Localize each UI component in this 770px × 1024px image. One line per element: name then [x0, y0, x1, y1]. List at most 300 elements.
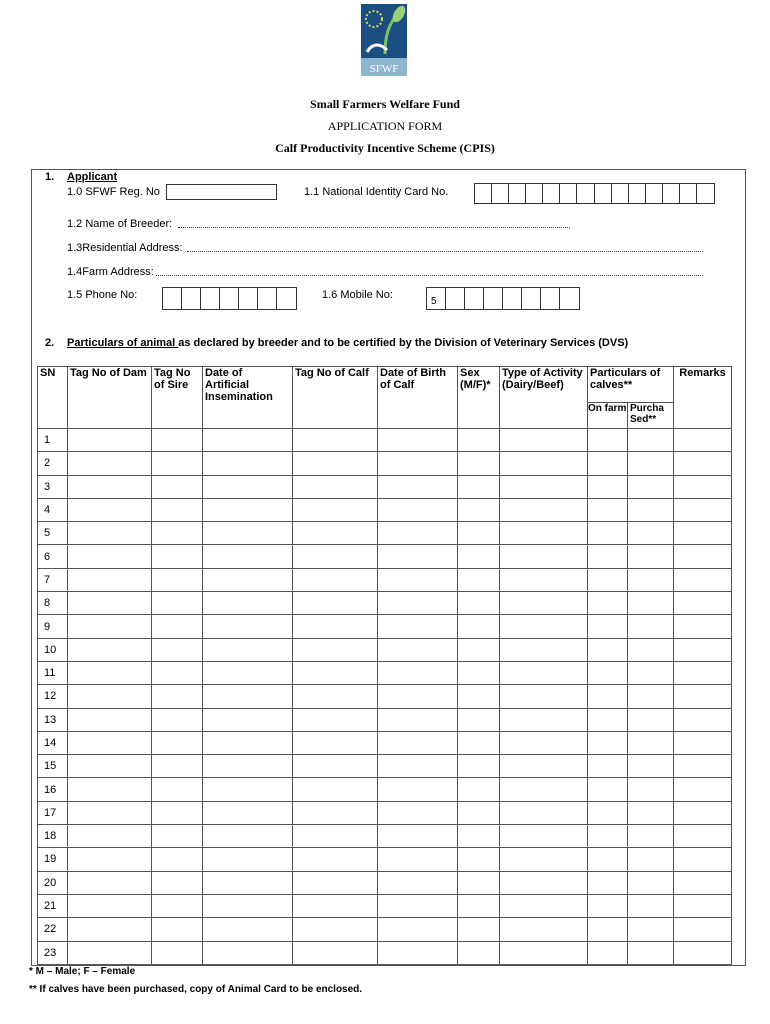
footnote-sex: * M – Male; F – Female	[29, 966, 136, 977]
cell-purchased[interactable]	[628, 475, 674, 498]
cell-dam[interactable]	[68, 848, 152, 871]
cell-calf[interactable]	[293, 568, 378, 591]
cell-sire[interactable]	[152, 848, 203, 871]
logo-emblem-icon	[361, 4, 407, 58]
cell-on-farm[interactable]	[588, 522, 628, 545]
cell-ai[interactable]	[203, 848, 293, 871]
cell-ai[interactable]	[203, 894, 293, 917]
cell-purchased[interactable]	[628, 941, 674, 964]
table-row	[38, 592, 732, 615]
cell-dam[interactable]	[68, 778, 152, 801]
cell-remarks[interactable]	[674, 498, 732, 521]
row-sn: 4	[38, 498, 68, 521]
cell-calf[interactable]	[293, 731, 378, 754]
row-sn: 7	[38, 568, 68, 591]
row-sn: 10	[38, 638, 68, 661]
cell-sex[interactable]	[458, 825, 500, 848]
cell-dob[interactable]	[378, 545, 458, 568]
cell-ai[interactable]	[203, 661, 293, 684]
table-row	[38, 568, 732, 591]
cell-dob[interactable]	[378, 522, 458, 545]
cell-sire[interactable]	[152, 568, 203, 591]
row-sn: 18	[38, 825, 68, 848]
cell-dob[interactable]	[378, 801, 458, 824]
cell-ai[interactable]	[203, 429, 293, 452]
cell-calf[interactable]	[293, 592, 378, 615]
cell-activity[interactable]	[500, 615, 588, 638]
table-row	[38, 498, 732, 521]
row-sn: 13	[38, 708, 68, 731]
cell-dob[interactable]	[378, 475, 458, 498]
cell-sire[interactable]	[152, 825, 203, 848]
cell-calf[interactable]	[293, 708, 378, 731]
cell-dob[interactable]	[378, 708, 458, 731]
cell-calf[interactable]	[293, 685, 378, 708]
cell-on-farm[interactable]	[588, 568, 628, 591]
section2-heading	[67, 337, 628, 349]
cell-sex[interactable]	[458, 522, 500, 545]
cell-dam[interactable]	[68, 755, 152, 778]
logo-text: SFWF	[369, 63, 399, 75]
cell-purchased[interactable]	[628, 778, 674, 801]
cell-purchased[interactable]	[628, 661, 674, 684]
cell-on-farm[interactable]	[588, 941, 628, 964]
cell-dam[interactable]	[68, 592, 152, 615]
cell-calf[interactable]	[293, 825, 378, 848]
cell-dob[interactable]	[378, 941, 458, 964]
cell-dob[interactable]	[378, 918, 458, 941]
cell-activity[interactable]	[500, 592, 588, 615]
cell-ai[interactable]	[203, 778, 293, 801]
cell-purchased[interactable]	[628, 708, 674, 731]
cell-ai[interactable]	[203, 592, 293, 615]
cell-purchased[interactable]	[628, 848, 674, 871]
cell-dam[interactable]	[68, 801, 152, 824]
cell-activity[interactable]	[500, 475, 588, 498]
table-row	[38, 661, 732, 684]
mobile-prefix: 5	[431, 296, 437, 307]
cell-sire[interactable]	[152, 475, 203, 498]
cell-sire[interactable]	[152, 615, 203, 638]
cell-dam[interactable]	[68, 708, 152, 731]
breeder-field[interactable]	[178, 227, 570, 228]
header-remarks: Remarks	[674, 367, 732, 429]
cell-sire[interactable]	[152, 429, 203, 452]
cell-dob[interactable]	[378, 661, 458, 684]
cell-sex[interactable]	[458, 755, 500, 778]
header-particulars: Particulars of calves**	[588, 367, 674, 403]
row-sn: 14	[38, 731, 68, 754]
cell-sire[interactable]	[152, 918, 203, 941]
cell-dam[interactable]	[68, 894, 152, 917]
cell-calf[interactable]	[293, 755, 378, 778]
cell-dam[interactable]	[68, 918, 152, 941]
header-on-farm: On farm	[588, 403, 628, 429]
cell-dam[interactable]	[68, 452, 152, 475]
cell-calf[interactable]	[293, 918, 378, 941]
row-sn: 17	[38, 801, 68, 824]
table-row	[38, 848, 732, 871]
cell-dam[interactable]	[68, 615, 152, 638]
row-sn: 19	[38, 848, 68, 871]
cell-activity[interactable]	[500, 685, 588, 708]
row-sn: 2	[38, 452, 68, 475]
cell-sex[interactable]	[458, 545, 500, 568]
cell-activity[interactable]	[500, 871, 588, 894]
cell-on-farm[interactable]	[588, 918, 628, 941]
cell-on-farm[interactable]	[588, 801, 628, 824]
header-ai-text: Date of Artificial Insemination	[205, 367, 273, 403]
cell-on-farm[interactable]	[588, 755, 628, 778]
cell-remarks[interactable]	[674, 475, 732, 498]
animal-table	[37, 366, 732, 965]
table-row	[38, 615, 732, 638]
cell-dob[interactable]	[378, 848, 458, 871]
cell-on-farm[interactable]	[588, 778, 628, 801]
cell-dob[interactable]	[378, 568, 458, 591]
cell-on-farm[interactable]	[588, 894, 628, 917]
cell-sex[interactable]	[458, 452, 500, 475]
cell-calf[interactable]	[293, 545, 378, 568]
cell-purchased[interactable]	[628, 731, 674, 754]
cell-on-farm[interactable]	[588, 638, 628, 661]
row-sn: 11	[38, 661, 68, 684]
cell-dam[interactable]	[68, 568, 152, 591]
cell-calf[interactable]	[293, 871, 378, 894]
cell-purchased[interactable]	[628, 825, 674, 848]
cell-dob[interactable]	[378, 638, 458, 661]
cell-sex[interactable]	[458, 801, 500, 824]
row-sn: 8	[38, 592, 68, 615]
cell-ai[interactable]	[203, 685, 293, 708]
cell-sex[interactable]	[458, 661, 500, 684]
cell-ai[interactable]	[203, 871, 293, 894]
cell-purchased[interactable]	[628, 801, 674, 824]
cell-remarks[interactable]	[674, 545, 732, 568]
cell-dam[interactable]	[68, 522, 152, 545]
cell-sire[interactable]	[152, 871, 203, 894]
cell-ai[interactable]	[203, 731, 293, 754]
cell-calf[interactable]	[293, 498, 378, 521]
cell-ai[interactable]	[203, 545, 293, 568]
cell-on-farm[interactable]	[588, 429, 628, 452]
cell-dob[interactable]	[378, 592, 458, 615]
cell-remarks[interactable]	[674, 452, 732, 475]
cell-ai[interactable]	[203, 452, 293, 475]
table-row	[38, 522, 732, 545]
cell-activity[interactable]	[500, 801, 588, 824]
section1-number: 1.	[45, 171, 55, 183]
cell-ai[interactable]	[203, 825, 293, 848]
cell-on-farm[interactable]	[588, 731, 628, 754]
header-sex: Sex (M/F)*	[458, 367, 500, 429]
residential-label: 1.3Residential Address:	[67, 242, 183, 254]
reg-no-label: 1.0 SFWF Reg. No	[67, 186, 160, 198]
cell-dam[interactable]	[68, 825, 152, 848]
cell-on-farm[interactable]	[588, 545, 628, 568]
cell-activity[interactable]	[500, 568, 588, 591]
cell-sire[interactable]	[152, 592, 203, 615]
cell-dob[interactable]	[378, 755, 458, 778]
cell-on-farm[interactable]	[588, 498, 628, 521]
cell-activity[interactable]	[500, 778, 588, 801]
cell-ai[interactable]	[203, 498, 293, 521]
cell-activity[interactable]	[500, 661, 588, 684]
cell-activity[interactable]	[500, 545, 588, 568]
cell-remarks[interactable]	[674, 661, 732, 684]
cell-remarks[interactable]	[674, 708, 732, 731]
cell-sire[interactable]	[152, 731, 203, 754]
cell-activity[interactable]	[500, 522, 588, 545]
cell-on-farm[interactable]	[588, 661, 628, 684]
cell-activity[interactable]	[500, 452, 588, 475]
cell-calf[interactable]	[293, 801, 378, 824]
cell-remarks[interactable]	[674, 429, 732, 452]
header-purchased: Purcha Sed**	[628, 403, 674, 429]
cell-activity[interactable]	[500, 429, 588, 452]
cell-purchased[interactable]	[628, 755, 674, 778]
cell-sex[interactable]	[458, 592, 500, 615]
cell-dob[interactable]	[378, 452, 458, 475]
cell-sex[interactable]	[458, 871, 500, 894]
cell-sire[interactable]	[152, 708, 203, 731]
cell-sire[interactable]	[152, 452, 203, 475]
cell-on-farm[interactable]	[588, 708, 628, 731]
cell-sire[interactable]	[152, 755, 203, 778]
cell-activity[interactable]	[500, 918, 588, 941]
cell-remarks[interactable]	[674, 638, 732, 661]
cell-activity[interactable]	[500, 894, 588, 917]
cell-activity[interactable]	[500, 498, 588, 521]
cell-dob[interactable]	[378, 731, 458, 754]
cell-on-farm[interactable]	[588, 475, 628, 498]
section2-description: as declared by breeder and to be certified by the Division of Veterinary Services (DVS)	[178, 337, 629, 349]
cell-purchased[interactable]	[628, 615, 674, 638]
cell-calf[interactable]	[293, 941, 378, 964]
cell-calf[interactable]	[293, 894, 378, 917]
cell-sex[interactable]	[458, 568, 500, 591]
table-row	[38, 894, 732, 917]
cell-dob[interactable]	[378, 871, 458, 894]
cell-sire[interactable]	[152, 522, 203, 545]
cell-activity[interactable]	[500, 848, 588, 871]
cell-dam[interactable]	[68, 685, 152, 708]
table-row	[38, 452, 732, 475]
cell-calf[interactable]	[293, 475, 378, 498]
cell-purchased[interactable]	[628, 918, 674, 941]
header-dam: Tag No of Dam	[68, 367, 152, 429]
cell-purchased[interactable]	[628, 685, 674, 708]
cell-calf[interactable]	[293, 661, 378, 684]
cell-on-farm[interactable]	[588, 848, 628, 871]
cell-calf[interactable]	[293, 452, 378, 475]
cell-on-farm[interactable]	[588, 685, 628, 708]
cell-calf[interactable]	[293, 429, 378, 452]
cell-sire[interactable]	[152, 894, 203, 917]
cell-remarks[interactable]	[674, 731, 732, 754]
cell-dob[interactable]	[378, 498, 458, 521]
row-sn: 16	[38, 778, 68, 801]
table-row	[38, 685, 732, 708]
cell-dam[interactable]	[68, 638, 152, 661]
header-calf: Tag No of Calf	[293, 367, 378, 429]
row-sn: 9	[38, 615, 68, 638]
cell-sex[interactable]	[458, 498, 500, 521]
table-row	[38, 825, 732, 848]
cell-activity[interactable]	[500, 755, 588, 778]
form-title: APPLICATION FORM	[327, 119, 443, 133]
cell-sire[interactable]	[152, 685, 203, 708]
cell-dob[interactable]	[378, 615, 458, 638]
cell-sex[interactable]	[458, 429, 500, 452]
section2-number: 2.	[45, 337, 55, 349]
cell-calf[interactable]	[293, 778, 378, 801]
cell-sex[interactable]	[458, 615, 500, 638]
scheme-title: Calf Productivity Incentive Scheme (CPIS)	[275, 141, 495, 155]
table-row	[38, 918, 732, 941]
cell-purchased[interactable]	[628, 638, 674, 661]
cell-ai[interactable]	[203, 638, 293, 661]
cell-dam[interactable]	[68, 498, 152, 521]
cell-sex[interactable]	[458, 848, 500, 871]
cell-activity[interactable]	[500, 825, 588, 848]
cell-sex[interactable]	[458, 685, 500, 708]
cell-dam[interactable]	[68, 661, 152, 684]
table-row	[38, 638, 732, 661]
table-row	[38, 429, 732, 452]
cell-dob[interactable]	[378, 778, 458, 801]
row-sn: 5	[38, 522, 68, 545]
cell-dam[interactable]	[68, 941, 152, 964]
cell-activity[interactable]	[500, 708, 588, 731]
sfwf-logo	[361, 4, 407, 76]
phone-field[interactable]	[162, 287, 297, 310]
cell-dam[interactable]	[68, 475, 152, 498]
cell-ai[interactable]	[203, 568, 293, 591]
cell-purchased[interactable]	[628, 498, 674, 521]
cell-sire[interactable]	[152, 801, 203, 824]
cell-remarks[interactable]	[674, 848, 732, 871]
cell-ai[interactable]	[203, 522, 293, 545]
cell-dam[interactable]	[68, 871, 152, 894]
row-sn: 15	[38, 755, 68, 778]
cell-remarks[interactable]	[674, 522, 732, 545]
cell-calf[interactable]	[293, 848, 378, 871]
cell-remarks[interactable]	[674, 755, 732, 778]
cell-dob[interactable]	[378, 685, 458, 708]
cell-purchased[interactable]	[628, 522, 674, 545]
table-row	[38, 801, 732, 824]
cell-remarks[interactable]	[674, 825, 732, 848]
cell-purchased[interactable]	[628, 894, 674, 917]
row-sn: 1	[38, 429, 68, 452]
farm-field[interactable]	[156, 275, 703, 276]
cell-sire[interactable]	[152, 638, 203, 661]
cell-dob[interactable]	[378, 894, 458, 917]
cell-sex[interactable]	[458, 918, 500, 941]
cell-activity[interactable]	[500, 731, 588, 754]
cell-on-farm[interactable]	[588, 871, 628, 894]
cell-dam[interactable]	[68, 545, 152, 568]
table-row	[38, 475, 732, 498]
cell-remarks[interactable]	[674, 941, 732, 964]
cell-remarks[interactable]	[674, 894, 732, 917]
cell-purchased[interactable]	[628, 429, 674, 452]
row-sn: 3	[38, 475, 68, 498]
cell-calf[interactable]	[293, 638, 378, 661]
cell-sire[interactable]	[152, 545, 203, 568]
cell-remarks[interactable]	[674, 778, 732, 801]
cell-calf[interactable]	[293, 615, 378, 638]
cell-dob[interactable]	[378, 825, 458, 848]
cell-activity[interactable]	[500, 941, 588, 964]
cell-sex[interactable]	[458, 941, 500, 964]
table-row	[38, 871, 732, 894]
residential-field[interactable]	[187, 251, 703, 252]
table-row	[38, 708, 732, 731]
cell-remarks[interactable]	[674, 918, 732, 941]
cell-ai[interactable]	[203, 615, 293, 638]
row-sn: 20	[38, 871, 68, 894]
cell-remarks[interactable]	[674, 568, 732, 591]
cell-purchased[interactable]	[628, 871, 674, 894]
nic-field[interactable]	[474, 183, 715, 204]
cell-sex[interactable]	[458, 778, 500, 801]
cell-on-farm[interactable]	[588, 615, 628, 638]
cell-dob[interactable]	[378, 429, 458, 452]
cell-sex[interactable]	[458, 731, 500, 754]
reg-no-field[interactable]	[166, 184, 277, 200]
cell-dam[interactable]	[68, 731, 152, 754]
cell-purchased[interactable]	[628, 568, 674, 591]
cell-remarks[interactable]	[674, 801, 732, 824]
cell-sex[interactable]	[458, 894, 500, 917]
mobile-field[interactable]	[426, 287, 580, 310]
cell-remarks[interactable]	[674, 592, 732, 615]
cell-ai[interactable]	[203, 941, 293, 964]
cell-ai[interactable]	[203, 475, 293, 498]
org-title: Small Farmers Welfare Fund	[310, 97, 460, 111]
cell-ai[interactable]	[203, 755, 293, 778]
cell-on-farm[interactable]	[588, 825, 628, 848]
header-sire: Tag No of Sire	[152, 367, 203, 429]
cell-sex[interactable]	[458, 475, 500, 498]
cell-dam[interactable]	[68, 429, 152, 452]
cell-sire[interactable]	[152, 498, 203, 521]
cell-sex[interactable]	[458, 638, 500, 661]
cell-on-farm[interactable]	[588, 452, 628, 475]
cell-remarks[interactable]	[674, 615, 732, 638]
cell-purchased[interactable]	[628, 452, 674, 475]
cell-sire[interactable]	[152, 661, 203, 684]
cell-ai[interactable]	[203, 708, 293, 731]
header-dob: Date of Birth of Calf	[378, 367, 458, 429]
cell-remarks[interactable]	[674, 871, 732, 894]
cell-ai[interactable]	[203, 918, 293, 941]
table-row	[38, 941, 732, 964]
cell-on-farm[interactable]	[588, 592, 628, 615]
cell-purchased[interactable]	[628, 545, 674, 568]
cell-remarks[interactable]	[674, 685, 732, 708]
cell-sire[interactable]	[152, 941, 203, 964]
cell-sire[interactable]	[152, 778, 203, 801]
header-ai	[203, 367, 293, 429]
cell-ai[interactable]	[203, 801, 293, 824]
cell-calf[interactable]	[293, 522, 378, 545]
cell-purchased[interactable]	[628, 592, 674, 615]
cell-sex[interactable]	[458, 708, 500, 731]
cell-activity[interactable]	[500, 638, 588, 661]
